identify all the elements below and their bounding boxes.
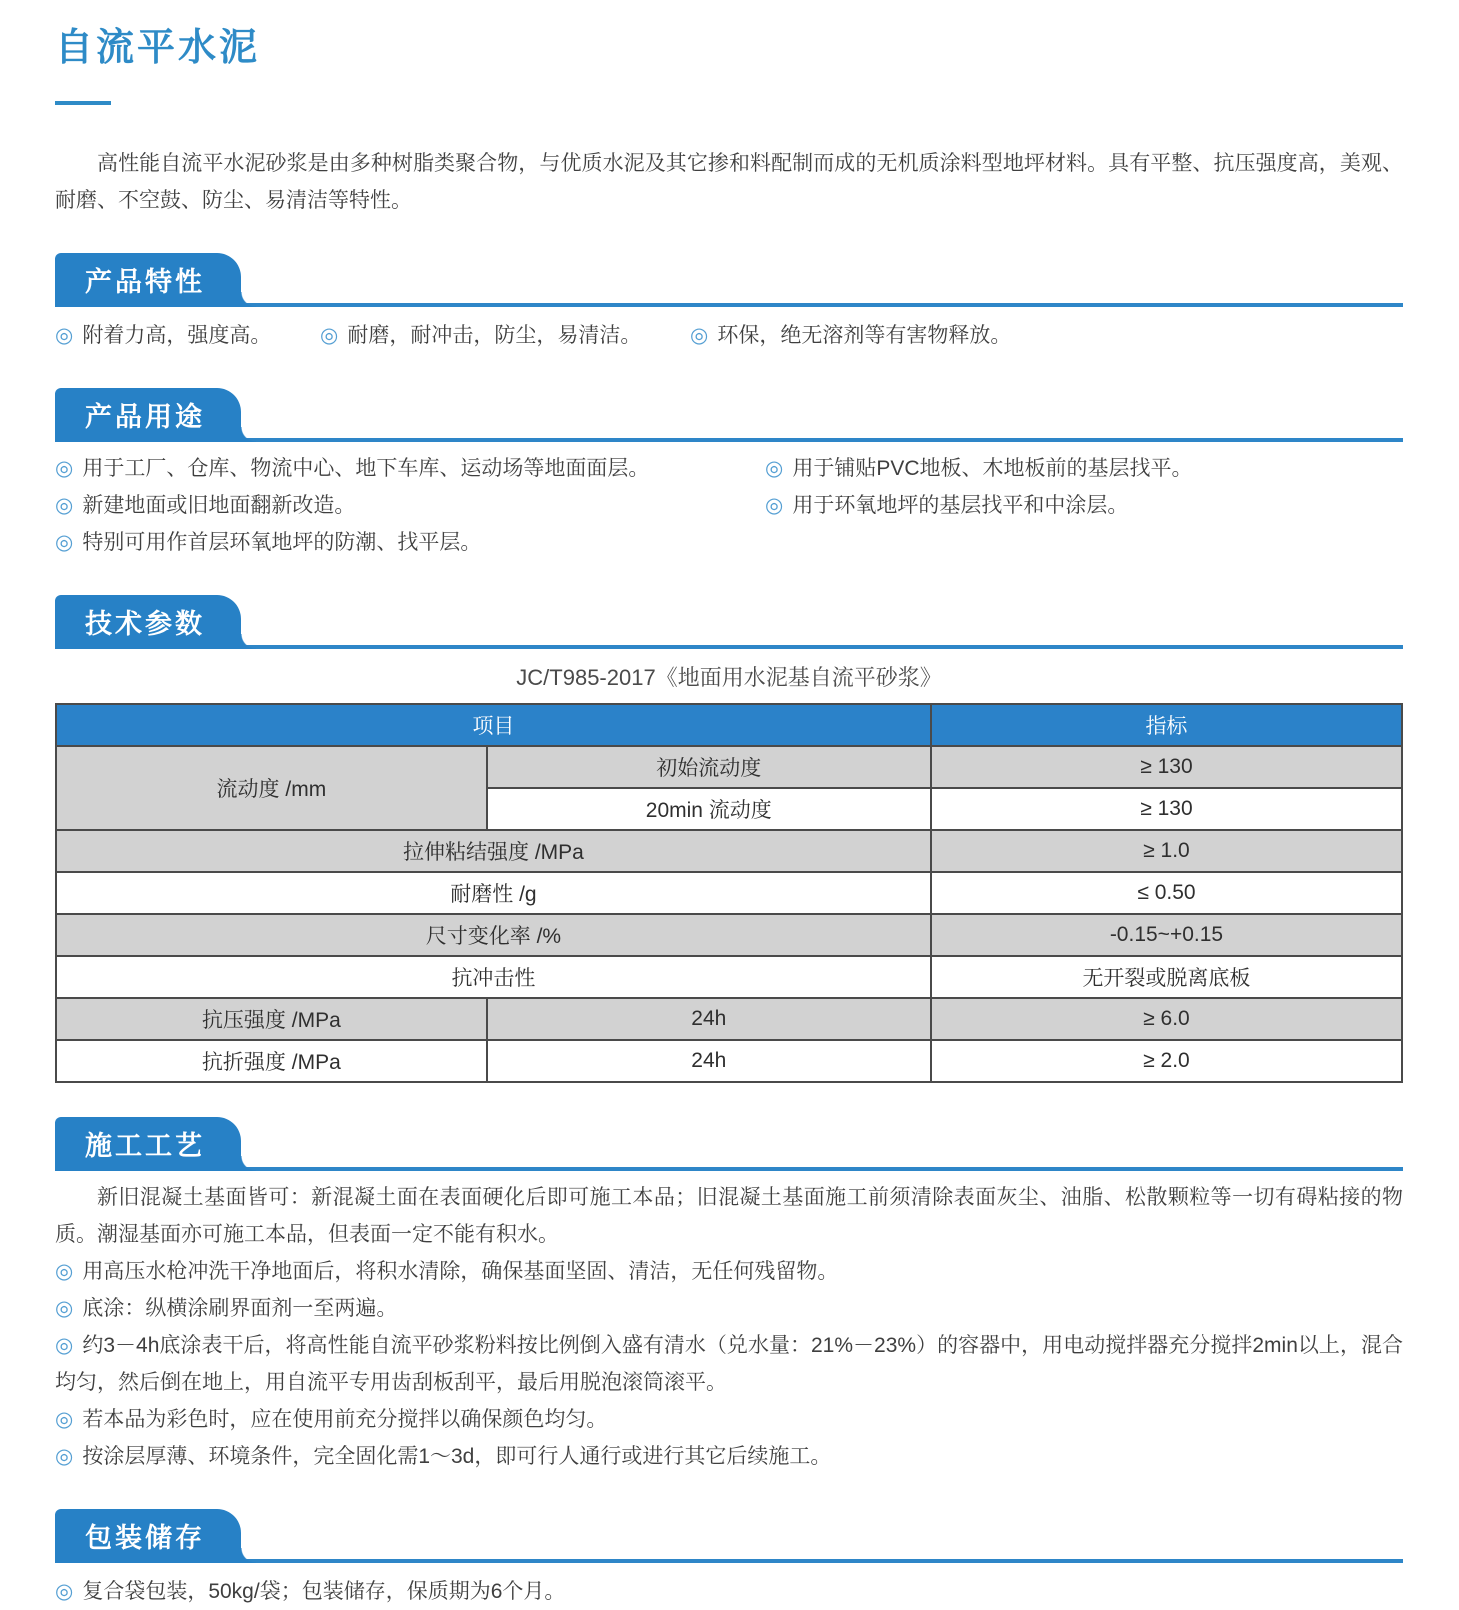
uses-left-column — [55, 450, 765, 561]
process-intro-paragraph: 新旧混凝土基面皆可：新混凝土面在表面硬化后即可施工本品；旧混凝土基面施工前须清除表面灰尘、油脂、松散颗粒等一切有碍粘接的物质。潮湿基面亦可施工本品，但表面一定不能有积水。 — [55, 1186, 1403, 1246]
list-item — [55, 1290, 1403, 1327]
bullseye-bullet-icon: ◎ — [690, 324, 709, 347]
list-item-text: 附着力高，强度高。 — [82, 324, 272, 347]
list-item — [765, 487, 1403, 524]
table-header-row — [56, 704, 1402, 746]
features-list — [55, 317, 1403, 354]
list-item — [55, 450, 765, 487]
list-item — [320, 317, 690, 354]
list-item-text: 新建地面或旧地面翻新改造。 — [82, 494, 356, 517]
bullseye-bullet-icon: ◎ — [55, 1260, 74, 1283]
list-item — [55, 1401, 1403, 1438]
section-head-process — [55, 1125, 1403, 1171]
column-header-index: 指标 — [931, 704, 1402, 746]
intro-paragraph: 高性能自流平水泥砂浆是由多种树脂类聚合物，与优质水泥及其它掺和料配制而成的无机质涂料型地坪材料。具有平整、抗压强度高，美观、耐磨、不空鼓、防尘、易清洁等特性。 — [55, 152, 1403, 212]
bullseye-bullet-icon: ◎ — [55, 457, 74, 480]
cell-abrasion-label: 耐磨性 /g — [56, 872, 931, 914]
table-row — [56, 956, 1402, 998]
process-list — [55, 1179, 1403, 1475]
cell-dimension-label: 尺寸变化率 /% — [56, 914, 931, 956]
bullseye-bullet-icon: ◎ — [55, 1445, 74, 1468]
list-item-text: 底涂：纵横涂刷界面剂一至两遍。 — [82, 1297, 398, 1320]
list-item — [55, 1573, 1403, 1610]
cell-tensile-label: 拉伸粘结强度 /MPa — [56, 830, 931, 872]
cell-flow-initial: 初始流动度 — [487, 746, 931, 788]
list-item-text: 用于环氧地坪的基层找平和中涂层。 — [792, 494, 1129, 517]
cell-flow-20min-value: ≥ 130 — [931, 788, 1402, 830]
section-rule — [55, 1559, 1403, 1563]
packaging-list — [55, 1573, 1403, 1610]
cell-abrasion-value: ≤ 0.50 — [931, 872, 1402, 914]
list-item-text: 按涂层厚薄、环境条件，完全固化需1～3d，即可行人通行或进行其它后续施工。 — [82, 1445, 832, 1468]
list-item-text: 约3－4h底涂表干后，将高性能自流平砂浆粉料按比例倒入盛有清水（兑水量：21%－23%）的容器中，用电动搅拌器充分搅拌2min以上，混合均匀，然后倒在地上，用自流平专用齿刮板刮平，最后用脱泡滚筒滚平。 — [55, 1334, 1403, 1394]
list-item-text: 特别可用作首层环氧地坪的防潮、找平层。 — [82, 531, 482, 554]
list-item-text: 耐磨，耐冲击，防尘，易清洁。 — [347, 324, 642, 347]
list-item — [55, 1327, 1403, 1401]
list-item-text: 环保，绝无溶剂等有害物释放。 — [717, 324, 1012, 347]
cell-impact-value: 无开裂或脱离底板 — [931, 956, 1402, 998]
table-row — [56, 1040, 1402, 1082]
list-item — [765, 450, 1403, 487]
cell-flow-20min: 20min 流动度 — [487, 788, 931, 830]
list-item — [55, 317, 320, 354]
section-rule — [55, 438, 1403, 442]
list-item-text: 用高压水枪冲洗干净地面后，将积水清除，确保基面坚固、清洁，无任何残留物。 — [82, 1260, 839, 1283]
section-head-uses — [55, 396, 1403, 442]
section-head-features — [55, 261, 1403, 307]
table-row — [56, 998, 1402, 1040]
bullseye-bullet-icon: ◎ — [55, 494, 74, 517]
bullseye-bullet-icon: ◎ — [55, 1334, 74, 1357]
bullseye-bullet-icon: ◎ — [55, 324, 74, 347]
cell-flow-label: 流动度 /mm — [56, 746, 487, 830]
cell-flow-initial-value: ≥ 130 — [931, 746, 1402, 788]
section-badge-process: 施工工艺 — [55, 1117, 241, 1171]
section-badge-features: 产品特性 — [55, 253, 241, 307]
cell-flexural-value: ≥ 2.0 — [931, 1040, 1402, 1082]
page-title: 自流平水泥 — [55, 27, 261, 69]
bullseye-bullet-icon: ◎ — [765, 457, 784, 480]
section-badge-packaging: 包装储存 — [55, 1509, 241, 1563]
list-item-text: 复合袋包装，50kg/袋；包装储存，保质期为6个月。 — [82, 1580, 566, 1603]
list-item — [55, 487, 765, 524]
cell-compressive-label: 抗压强度 /MPa — [56, 998, 487, 1040]
list-item — [55, 524, 765, 561]
list-item-text: 用于铺贴PVC地板、木地板前的基层找平。 — [792, 457, 1193, 480]
section-rule — [55, 645, 1403, 649]
cell-compressive-time: 24h — [487, 998, 931, 1040]
section-badge-tech: 技术参数 — [55, 595, 241, 649]
bullseye-bullet-icon: ◎ — [55, 1580, 74, 1603]
bullseye-bullet-icon: ◎ — [320, 324, 339, 347]
cell-compressive-value: ≥ 6.0 — [931, 998, 1402, 1040]
table-row — [56, 872, 1402, 914]
tech-parameters-table — [55, 703, 1403, 1083]
cell-flexural-label: 抗折强度 /MPa — [56, 1040, 487, 1082]
bullseye-bullet-icon: ◎ — [55, 531, 74, 554]
list-item-text: 用于工厂、仓库、物流中心、地下车库、运动场等地面面层。 — [82, 457, 650, 480]
cell-tensile-value: ≥ 1.0 — [931, 830, 1402, 872]
section-rule — [55, 303, 1403, 307]
section-rule — [55, 1167, 1403, 1171]
section-badge-uses: 产品用途 — [55, 388, 241, 442]
bullseye-bullet-icon: ◎ — [765, 494, 784, 517]
cell-flexural-time: 24h — [487, 1040, 931, 1082]
table-caption: JC/T985-2017《地面用水泥基自流平砂浆》 — [516, 665, 942, 690]
bullseye-bullet-icon: ◎ — [55, 1297, 74, 1320]
uses-list — [55, 450, 1403, 561]
title-underline — [55, 101, 111, 105]
table-row — [56, 830, 1402, 872]
bullseye-bullet-icon: ◎ — [55, 1408, 74, 1431]
column-header-item: 项目 — [56, 704, 931, 746]
cell-dimension-value: -0.15~+0.15 — [931, 914, 1402, 956]
list-item — [55, 1253, 1403, 1290]
section-head-packaging — [55, 1517, 1403, 1563]
list-item — [55, 1438, 1403, 1475]
cell-impact-label: 抗冲击性 — [56, 956, 931, 998]
list-item — [690, 317, 1403, 354]
list-item-text: 若本品为彩色时，应在使用前充分搅拌以确保颜色均匀。 — [82, 1408, 608, 1431]
uses-right-column — [765, 450, 1403, 561]
section-head-tech — [55, 603, 1403, 649]
table-row — [56, 914, 1402, 956]
table-row — [56, 746, 1402, 788]
